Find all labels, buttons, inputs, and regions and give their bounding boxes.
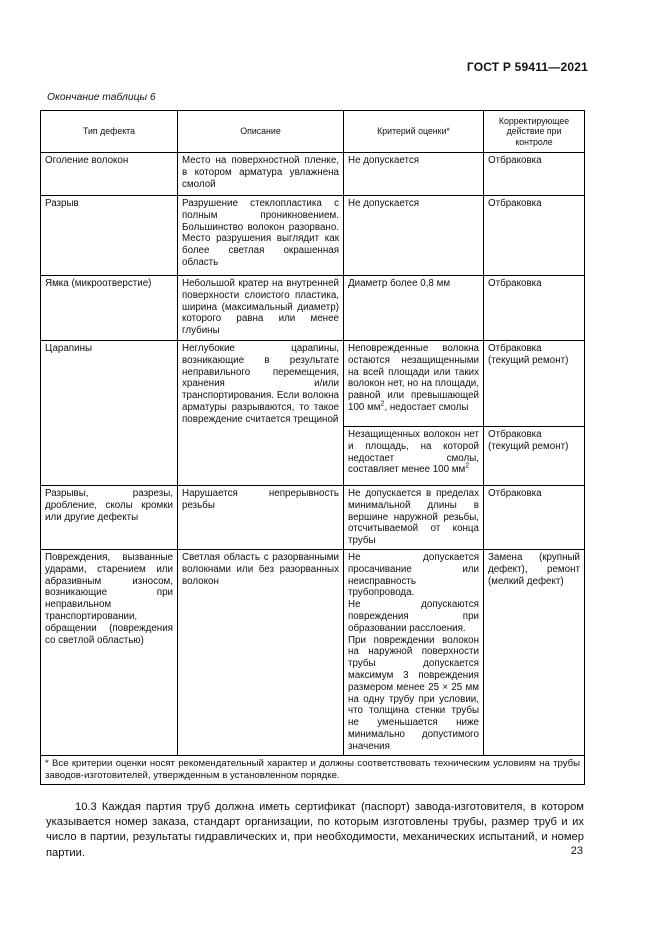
cell-criterion [344, 341, 484, 427]
table-row [41, 549, 585, 755]
cell-action: Отбраковка (текущий ремонт) [484, 341, 585, 427]
criterion-text: При повреждении волокон на наружной поверхности трубы допускается максимум 3 повреждения размером менее 25 × 25 мм на одну трубу при условии, что толщина стенки трубы не уменьшается ниже минимально допустимого значения [348, 634, 479, 752]
table-header-row [41, 111, 585, 153]
cell-defect-type: Разрыв [41, 196, 178, 276]
standard-number: ГОСТ Р 59411—2021 [466, 60, 588, 74]
cell-action: Отбраковка [484, 153, 585, 196]
table-caption: Окончание таблицы 6 [47, 92, 156, 103]
cell-defect-type: Оголение волокон [41, 153, 178, 196]
cell-action: Отбраковка (текущий ремонт) [484, 427, 585, 486]
footnote-row [41, 755, 585, 784]
superscript: 2 [380, 400, 385, 408]
cell-criterion [344, 427, 484, 486]
criterion-text: Не допускается просачивание или неисправность трубопровода. [348, 551, 479, 599]
criterion-text: , недостает смолы [384, 401, 469, 413]
criterion-text: Незащищенных волокон нет и площадь, на которой недостает смолы, составляет менее 100 мм [348, 429, 479, 476]
cell-description: Место на поверхностной пленке, в котором арматура увлажнена смолой [178, 153, 344, 196]
criterion-text: Не допускаются повреждения при образовании расслоения. [348, 599, 479, 634]
cell-criterion: Не допускается [344, 196, 484, 276]
cell-criterion: Не допускается в пределах минимальной длины в вершине наружной резьбы, отсчитываемой от конца трубы [344, 486, 484, 550]
cell-defect-type: Царапины [41, 341, 178, 486]
table-row [41, 153, 585, 196]
cell-criterion [344, 549, 484, 755]
cell-description: Небольшой кратер на внутренней поверхности слоистого пластика, ширина (максимальный диаметр) которого равна или менее глубины [178, 276, 344, 341]
cell-criterion: Не допускается [344, 153, 484, 196]
header-criterion: Критерий оценки* [344, 111, 484, 153]
table-row [41, 486, 585, 550]
defects-table [40, 110, 585, 785]
cell-description: Светлая область с разорванными волокнами или без разорванных волокон [178, 549, 344, 755]
cell-criterion: Диаметр более 0,8 мм [344, 276, 484, 341]
criterion-text: Неповрежденные волокна остаются незащищенными на всей площади или таких волокон нет, но на площади, равной или превышающей 100 мм [348, 343, 479, 413]
table-row [41, 341, 585, 427]
cell-description: Нарушается непрерывность резьбы [178, 486, 344, 550]
page-number: 23 [570, 845, 583, 857]
cell-action: Замена (крупный дефект), ремонт (мелкий дефект) [484, 549, 585, 755]
table-footnote: * Все критерии оценки носят рекомендательный характер и должны соответствовать техническим условиям на трубы заводов-изготовителей, утвержденным в установленном порядке. [41, 755, 585, 784]
cell-action: Отбраковка [484, 196, 585, 276]
cell-defect-type: Разрывы, разрезы, дробление, сколы кромки или другие дефекты [41, 486, 178, 550]
table-row [41, 276, 585, 341]
header-action: Корректирующее действие при контроле [484, 111, 585, 153]
cell-description: Разрушение стеклопластика с полным проникновением. Большинство волокон разорвано. Место разрушения выглядит как более светлая окрашенная область [178, 196, 344, 276]
cell-description: Неглубокие царапины, возникающие в результате неправильного перемещения, хранения и/или транспортирования. Если волокна арматуры разрываются, то такое повреждение считается трещиной [178, 341, 344, 486]
cell-action: Отбраковка [484, 486, 585, 550]
cell-action: Отбраковка [484, 276, 585, 341]
header-description: Описание [178, 111, 344, 153]
cell-defect-type: Повреждения, вызванные ударами, старением или абразивным износом, возникающие при неправильном транспортировании, обращении (повреждения со светлой областью) [41, 549, 178, 755]
paragraph-10-3: 10.3 Каждая партия труб должна иметь сертификат (паспорт) завода-изготовителя, в котором указывается номер заказа, стандарт организации, по которым изготовлены трубы, размер труб и их число в партии, результаты гидравлических и, при необходимости, механических испытаний, и номер партии. [46, 801, 584, 859]
superscript: 2 [465, 463, 470, 471]
table-row [41, 196, 585, 276]
header-defect-type: Тип дефекта [41, 111, 178, 153]
cell-defect-type: Ямка (микроотверстие) [41, 276, 178, 341]
